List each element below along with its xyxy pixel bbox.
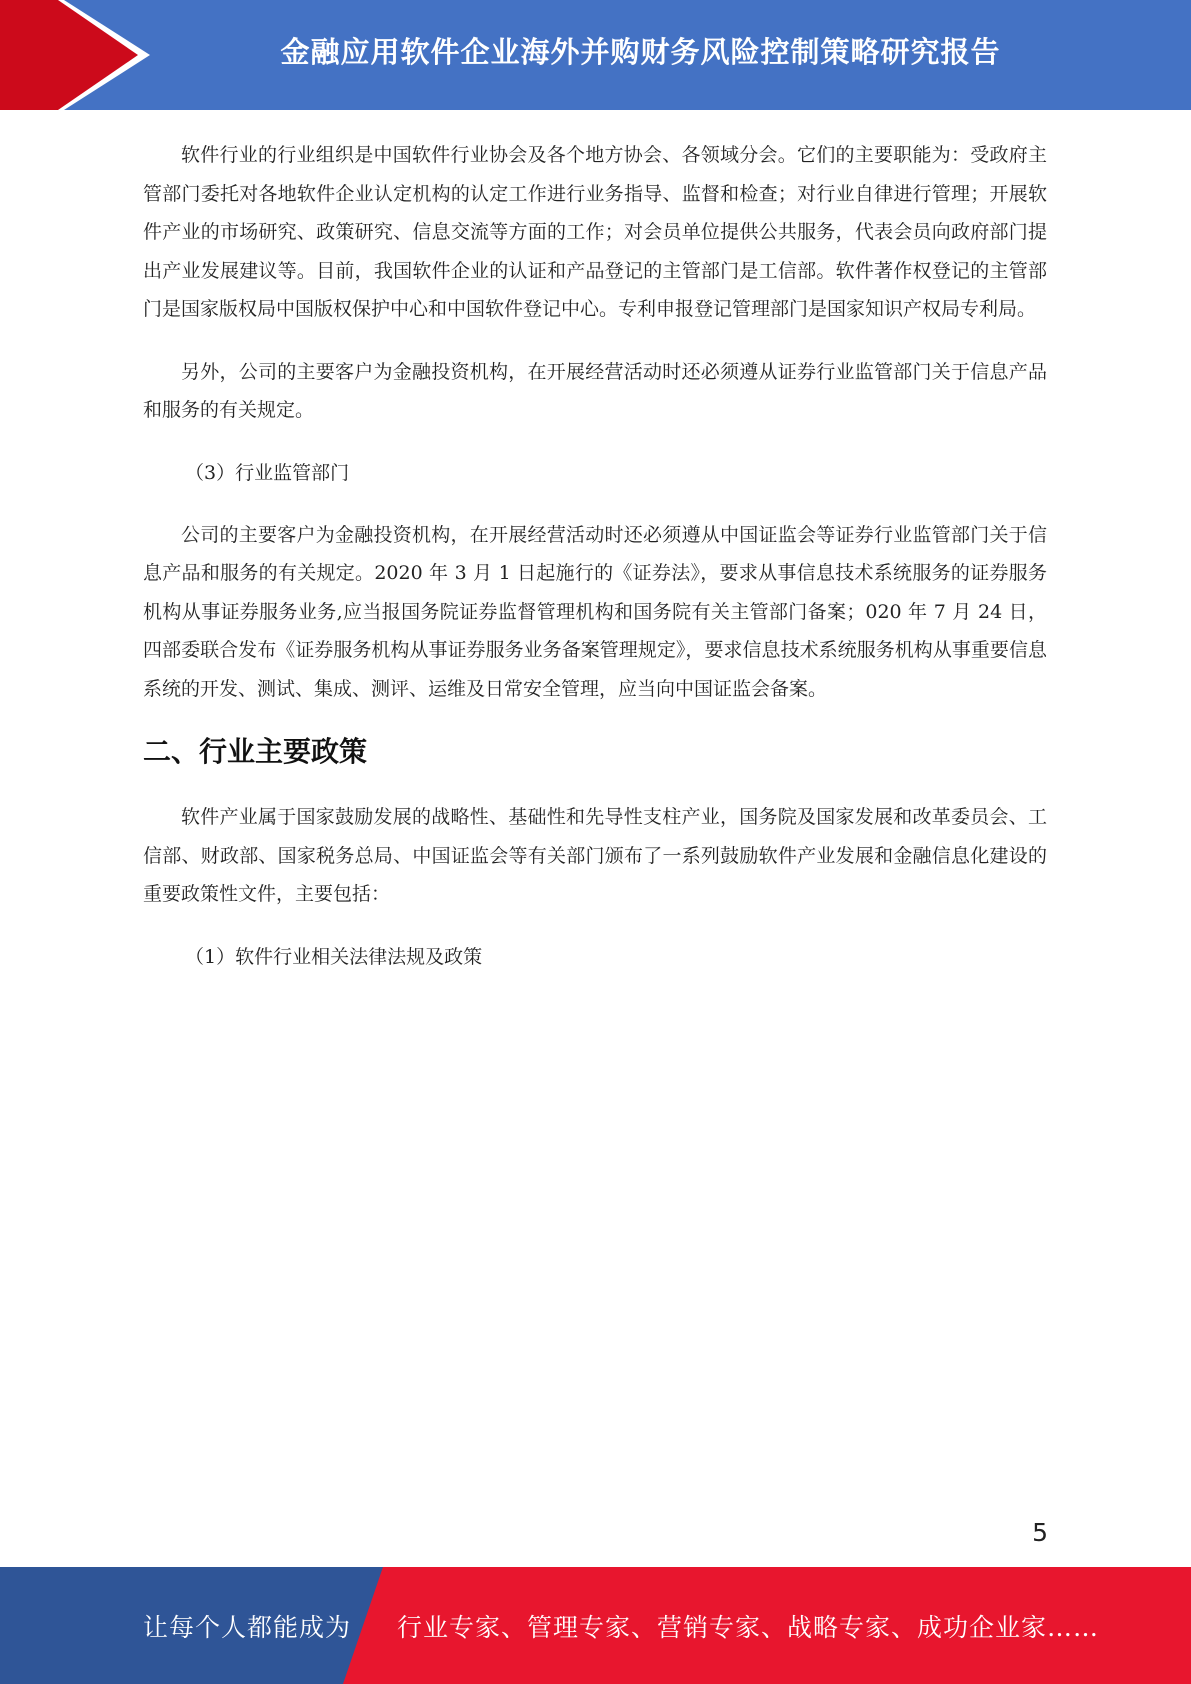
document-title: 金融应用软件企业海外并购财务风险控制策略研究报告 — [280, 34, 1001, 69]
paragraph-securities-regulation: 另外，公司的主要客户为金融投资机构，在开展经营活动时还必须遵从证券行业监管部门关于信息产品和服务的有关规定。 — [143, 360, 1047, 421]
footer-slogan-right: 行业专家、管理专家、营销专家、战略专家、成功企业家…… — [397, 1612, 1100, 1642]
paragraph-policy-overview: 软件产业属于国家鼓励发展的战略性、基础性和先导性支柱产业，国务院及国家发展和改革委员会、工信部、财政部、国家税务总局、中国证监会等有关部门颁布了一系列鼓励软件产业发展和金融信息化建设的重要政策性文件，主要包括： — [143, 806, 1047, 905]
page-number: 5 — [1032, 1518, 1048, 1547]
subheading-laws-regulations: （1）软件行业相关法律法规及政策 — [185, 945, 483, 968]
paragraph-csrc-filing: 公司的主要客户为金融投资机构，在开展经营活动时还必须遵从中国证监会等证券行业监管部门关于信息产品和服务的有关规定。2020 年 3 月 1 日起施行的《证券法》，要求从事信息技术系统服务的证券服务机构从事证券服务业务,应当报国务院证券监督管理机构和国务院有关主管部门备案；020 年 7 月 24 日，四部委联合发布《证券服务机构从事证券服务业务备案管理规定》，要求信息技术系统服务机构从事重要信息系统的开发、测试、集成、测评、运维及日常安全管理，应当向中国证监会备案。 — [143, 523, 1047, 700]
subheading-regulators: （3）行业监管部门 — [185, 461, 350, 484]
page-header — [0, 0, 1191, 110]
page-content — [143, 136, 1047, 1000]
footer-slogan-left: 让每个人都能成为 — [143, 1612, 352, 1642]
section-heading-policies: 二、行业主要政策 — [143, 735, 368, 768]
page-footer — [0, 1567, 1191, 1684]
paragraph-industry-organizations: 软件行业的行业组织是中国软件行业协会及各个地方协会、各领域分会。它们的主要职能为：受政府主管部门委托对各地软件企业认定机构的认定工作进行业务指导、监督和检查；对行业自律进行管理；开展软件产业的市场研究、政策研究、信息交流等方面的工作；对会员单位提供公共服务，代表会员向政府部门提出产业发展建议等。目前，我国软件企业的认证和产品登记的主管部门是工信部。软件著作权登记的主管部门是国家版权局中国版权保护中心和中国软件登记中心。专利申报登记管理部门是国家知识产权局专利局。 — [143, 144, 1047, 320]
